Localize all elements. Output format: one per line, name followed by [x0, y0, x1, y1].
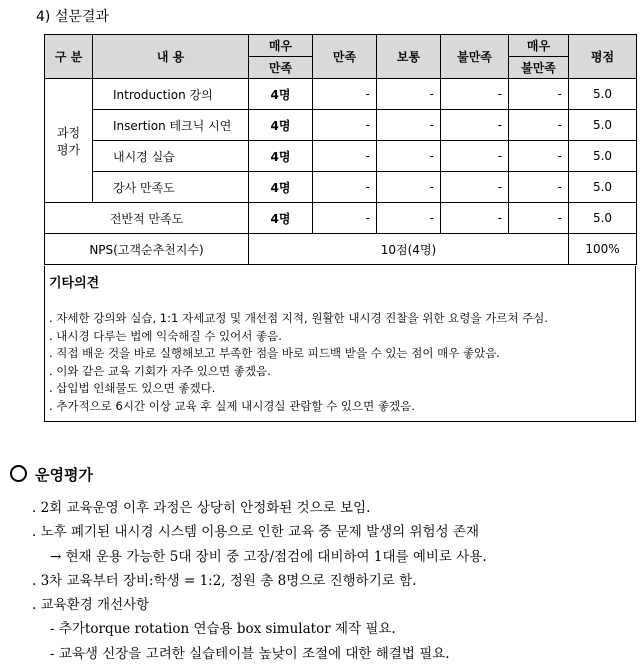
cell-dissatisfied: -: [441, 110, 509, 141]
header-content: 내 용: [93, 35, 249, 79]
cell-very-satisfied: 4명: [249, 141, 313, 172]
cell-satisfied: -: [313, 79, 377, 110]
group-label-line2: 평가: [56, 142, 81, 157]
cell-neutral: -: [377, 110, 441, 141]
overall-very-satisfied: 4명: [249, 203, 313, 234]
cell-satisfied: -: [313, 110, 377, 141]
list-item: . 직접 배운 것을 바로 실행해보고 부족한 점을 바로 피드백 받을 수 있는 점이 매우 좋았음.: [49, 346, 500, 361]
cell-very-dissatisfied: -: [509, 79, 569, 110]
overall-satisfied: -: [313, 203, 377, 234]
list-item: - 교육생 신장을 고려한 실습테이블 높낮이 조절에 대한 해결법 필요.: [50, 645, 450, 662]
cell-score: 5.0: [569, 110, 637, 141]
survey-results-table: [44, 34, 637, 265]
list-item: . 2회 교육운영 이후 과정은 상당히 안정화된 것으로 보임.: [32, 500, 371, 516]
cell-dissatisfied: -: [441, 79, 509, 110]
overall-dissatisfied: -: [441, 203, 509, 234]
row-content: Introduction 강의: [93, 79, 249, 110]
circle-bullet-icon: [10, 465, 27, 482]
cell-satisfied: -: [313, 141, 377, 172]
nps-percent: 100%: [569, 234, 637, 265]
row-content: 강사 만족도: [93, 172, 249, 203]
cell-very-dissatisfied: -: [509, 110, 569, 141]
list-item: . 추가적으로 6시간 이상 교육 후 실제 내시경실 관람할 수 있으면 좋겠음.: [49, 398, 415, 413]
list-item: → 현재 운용 가능한 5대 장비 중 고장/점검에 대비하여 1대를 예비로 사용.: [50, 548, 487, 565]
other-opinions-list: [49, 310, 548, 416]
table-row: [45, 172, 637, 203]
header-very-dissatisfied-line2: 불만족: [509, 57, 569, 79]
header-satisfied: 만족: [313, 35, 377, 79]
header-very-satisfied-line2: 만족: [249, 57, 313, 79]
list-item: . 삽입법 인쇄물도 있으면 좋겠다.: [49, 381, 216, 396]
cell-very-dissatisfied: -: [509, 172, 569, 203]
cell-very-satisfied: 4명: [249, 79, 313, 110]
cell-very-satisfied: 4명: [249, 110, 313, 141]
header-category: 구 분: [45, 35, 93, 79]
list-item: - 추가torque rotation 연습용 box simulator 제작 필요.: [50, 621, 396, 638]
other-opinions-title: 기타의견: [49, 276, 100, 291]
list-item: . 교육환경 개선사항: [32, 597, 150, 614]
nps-value: 10점(4명): [249, 234, 569, 265]
table-row: [45, 110, 637, 141]
cell-neutral: -: [377, 172, 441, 203]
cell-dissatisfied: -: [441, 141, 509, 172]
table-row: [45, 141, 637, 172]
cell-score: 5.0: [569, 141, 637, 172]
header-neutral: 보통: [377, 35, 441, 79]
overall-very-dissatisfied: -: [509, 203, 569, 234]
operation-title: 운영평가: [35, 466, 93, 484]
cell-neutral: -: [377, 141, 441, 172]
cell-score: 5.0: [569, 172, 637, 203]
overall-row: [45, 203, 637, 234]
cell-satisfied: -: [313, 172, 377, 203]
cell-score: 5.0: [569, 79, 637, 110]
cell-very-satisfied: 4명: [249, 172, 313, 203]
cell-very-dissatisfied: -: [509, 141, 569, 172]
cell-dissatisfied: -: [441, 172, 509, 203]
overall-score: 5.0: [569, 203, 637, 234]
group-label-line1: 과정: [56, 125, 81, 140]
nps-row: [45, 234, 637, 265]
list-item: . 이와 같은 교육 기회가 자주 있으면 좋겠음.: [49, 363, 271, 378]
header-score: 평점: [569, 35, 637, 79]
list-item: . 자세한 강의와 실습, 1:1 자세교정 및 개선점 지적, 원활한 내시경 진찰을 위한 요령을 가르쳐 주심.: [49, 311, 548, 325]
table-row: [45, 79, 637, 110]
other-opinions-box: [44, 266, 636, 422]
cell-neutral: -: [377, 79, 441, 110]
operation-heading: [10, 464, 93, 485]
operation-list: [32, 496, 487, 666]
header-very-satisfied-line1: 매우: [249, 35, 313, 57]
list-item: . 내시경 다루는 법에 익숙해질 수 있어서 좋음.: [49, 328, 282, 343]
header-very-dissatisfied-line1: 매우: [509, 35, 569, 57]
overall-content: 전반적 만족도: [45, 203, 249, 234]
group-label: [45, 79, 93, 203]
row-content: 내시경 실습: [93, 141, 249, 172]
header-dissatisfied: 불만족: [441, 35, 509, 79]
nps-label: NPS(고객순추천지수): [45, 234, 249, 265]
overall-neutral: -: [377, 203, 441, 234]
row-content: Insertion 테크닉 시연: [93, 110, 249, 141]
section-title: 4) 설문결과: [36, 9, 109, 25]
list-item: . 3차 교육부터 장비:학생 = 1:2, 정원 총 8명으로 진행하기로 함.: [32, 572, 417, 589]
list-item: . 노후 폐기된 내시경 시스템 이용으로 인한 교육 중 문제 발생의 위험성 존재: [32, 524, 480, 541]
